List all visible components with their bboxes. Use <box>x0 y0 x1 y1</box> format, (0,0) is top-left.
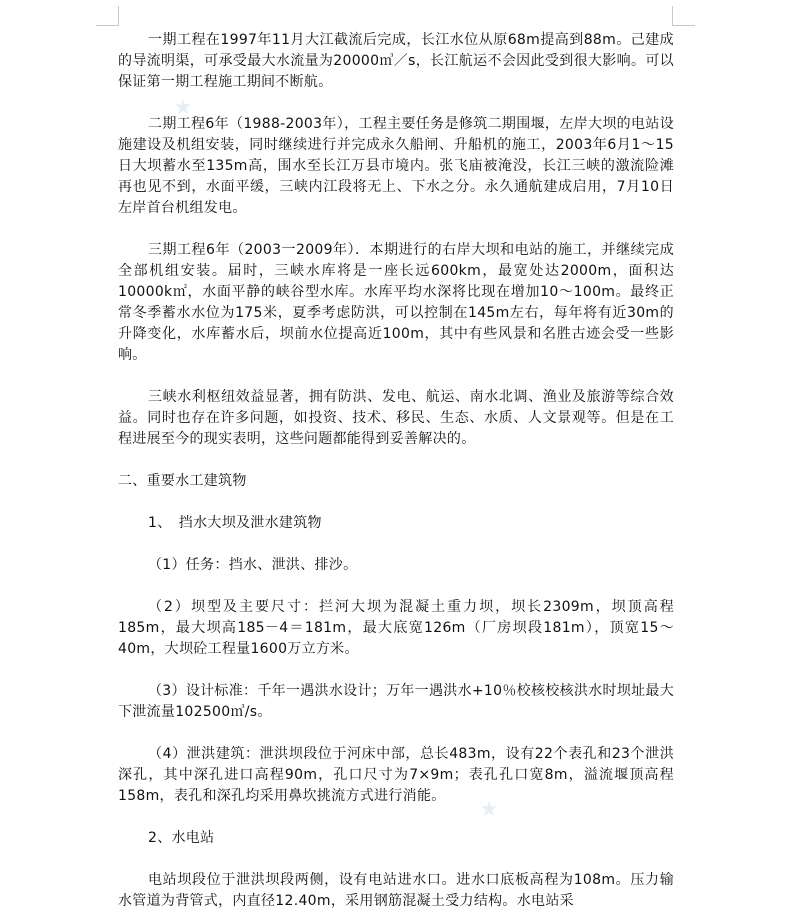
paragraph-task: （1）任务：挡水、泄洪、排沙。 <box>148 557 358 573</box>
section-heading: 二、重要水工建筑物 <box>118 473 247 489</box>
subsection-heading: 1、 挡水大坝及泄水建筑物 <box>148 515 322 531</box>
paragraph-phase-one: 一期工程在1997年11月大江截流后完成，长江水位从原68m提高到88m。己建成的导流明渠，可承受最大水流量为20000㎥／s，长江航运不会因此受到很大影响。可以保证第一期工程施工期间不断航。 <box>118 32 674 90</box>
paragraph-phase-three: 三期工程6年（2003一2009年）．本期进行的右岸大坝和电站的施工，并继续完成全部机组安装。届时，三峡水库将是一座长远600km，最宽处达2000m，面积达10000k㎡，水面平静的峡谷型水库。水库平均水深将比现在增加10～100m。最终正常冬季蓄水水位为175米，夏季考虑防洪，可以控制在145m左右，每年将有近30m的升降变化，水库蓄水后，坝前水位提高近100m，其中有些风景和名胜古迹会受一些影响。 <box>118 242 674 363</box>
crop-mark-top-right-horizontal <box>672 25 695 26</box>
crop-mark-top-left-horizontal <box>96 25 119 26</box>
document-body <box>118 0 674 912</box>
paragraph-dam-type: （2）坝型及主要尺寸：拦河大坝为混凝土重力坝，坝长2309m，坝顶高程185m，最大坝高185－4＝181m，最大底宽126m（厂房坝段181m），顶宽15～40m，大坝砼工程量1600万立方米。 <box>118 599 674 657</box>
subsection-heading: 2、水电站 <box>148 830 215 846</box>
paragraph-power-station: 电站坝段位于泄洪坝段两侧，设有电站进水口。进水口底板高程为108m。压力输水管道为背管式，内直径12.40m，采用钢筋混凝土受力结构。水电站采 <box>118 872 674 909</box>
paragraph-design-standard: （3）设计标准：千年一遇洪水设计；万年一遇洪水+10％校核校核洪水时坝址最大下泄流量102500㎥/s。 <box>118 683 674 720</box>
paragraph-spillway: （4）泄洪建筑：泄洪坝段位于河床中部，总长483m，设有22个表孔和23个泄洪深孔，其中深孔进口高程90m，孔口尺寸为7×9m；表孔孔口宽8m，溢流堰顶高程158m，表孔和深孔均采用鼻坎挑流方式进行消能。 <box>118 746 674 804</box>
paragraph-benefits: 三峡水利枢纽效益显著，拥有防洪、发电、航运、南水北调、渔业及旅游等综合效益。同时也存在许多问题，如投资、技术、移民、生态、水质、人文景观等。但是在工程进展至今的现实表明，这些问题都能得到妥善解决的。 <box>118 389 674 447</box>
paragraph-phase-two: 二期工程6年（1988-2003年），工程主要任务是修筑二期围堰，左岸大坝的电站设施建设及机组安装，同时继续进行并完成永久船闸、升船机的施工，2003年6月1～15日大坝蓄水至135m高，围水至长江万县市境内。张飞庙被淹没，长江三峡的激流险滩再也见不到，水面平缓，三峡内江段将无上、下水之分。永久通航建成启用，7月10日左岸首台机组发电。 <box>118 116 674 216</box>
